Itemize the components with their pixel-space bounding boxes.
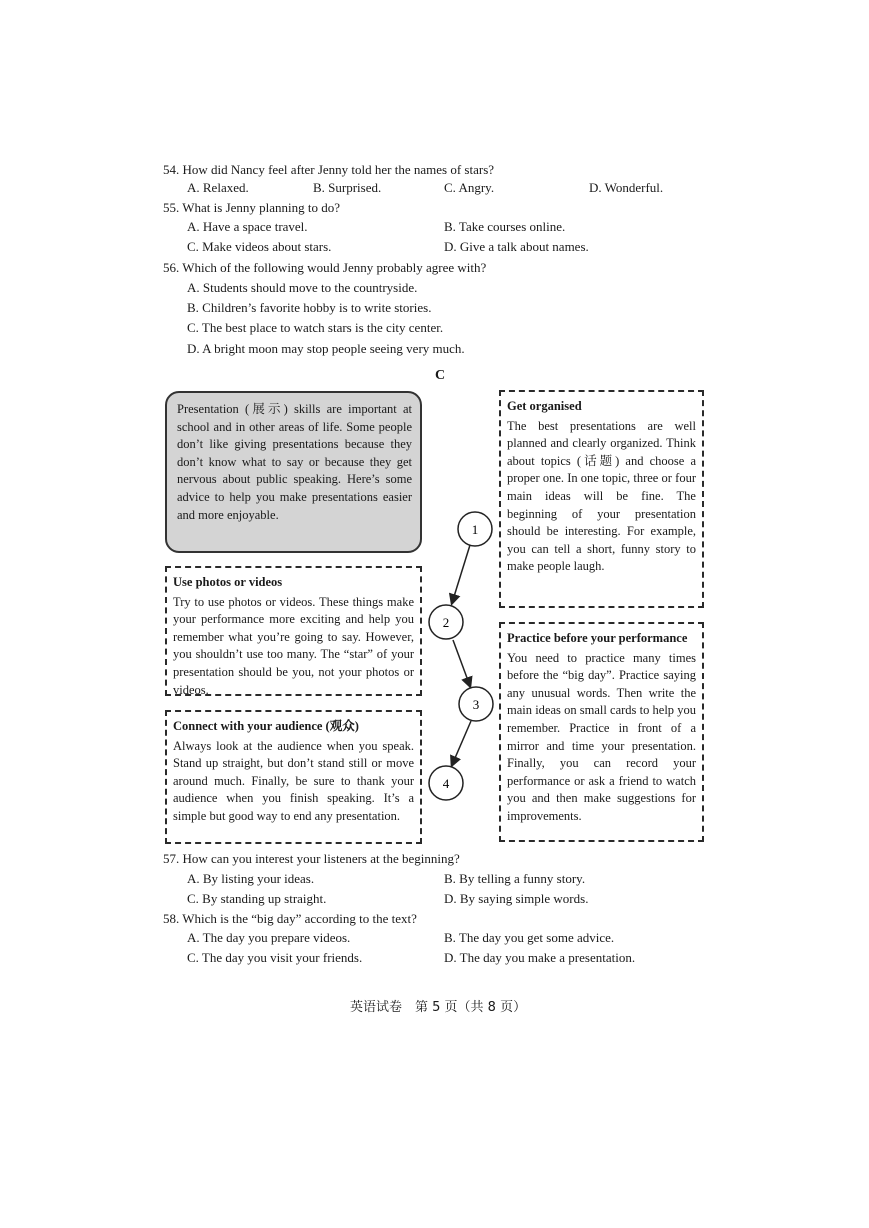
q55-option-c: C. Make videos about stars. [187,239,332,254]
use-photos-title: Use photos or videos [173,575,283,589]
arrow-2-to-3 [453,640,470,686]
connect-title: Connect with your audience (观众) [173,719,359,733]
practice-box [499,622,704,842]
question-56-stem: 56. Which of the following would Jenny probably agree with? [163,260,487,275]
q57-option-d: D. By saying simple words. [444,891,589,906]
q57-option-c: C. By standing up straight. [187,891,327,906]
q55-option-d: D. Give a talk about names. [444,239,589,254]
connect-text: Always look at the audience when you speak. Stand up straight, but don’t stand still or move around much. Finally, be sure to thank your audience when you finish speaking. It’s a simple but good way to end any presentation. [173,738,414,823]
q56-option-d: D. A bright moon may stop people seeing very much. [187,341,465,356]
q54-option-c: C. Angry. [444,180,495,195]
step-number-2: 2 [442,615,450,630]
q58-option-c: C. The day you visit your friends. [187,950,363,965]
arrow-1-to-2 [452,545,470,603]
step-number-3: 3 [472,697,480,712]
q55-option-a: A. Have a space travel. [187,219,308,234]
q54-option-d: D. Wonderful. [589,180,664,195]
intro-text: Presentation (展示) skills are important at school and in other areas of life. Some people don’t like giving presentations because they don’t know what to say or because they get nervous about public speaking. Here’s some advice to help you make presentations easier and more enjoyable. [177,402,412,522]
get-organised-text: The best presentations are well planned and clearly organized. Think about topics (话题) and choose a proper one. In one topic, three or four main ideas will be fine. The beginning of your presentation should be interesting. For example, you can tell a short, funny story to make people laugh. [507,418,696,574]
get-organised-box [499,390,704,608]
q58-option-d: D. The day you make a presentation. [444,950,636,965]
q54-option-a: A. Relaxed. [187,180,249,195]
connect-box [165,710,422,844]
page-footer: 英语试卷 第 5 页（共 8 页） [350,1000,527,1015]
get-organised-title: Get organised [507,399,582,413]
q58-option-a: A. The day you prepare videos. [187,930,351,945]
intro-box [165,391,422,553]
step-number-4: 4 [442,776,450,791]
question-57-stem: 57. How can you interest your listeners at the beginning? [163,851,460,866]
step-number-1: 1 [471,522,479,537]
q56-option-a: A. Students should move to the countryside. [187,280,418,295]
q54-option-b: B. Surprised. [313,180,382,195]
q57-option-b: B. By telling a funny story. [444,871,586,886]
q57-option-a: A. By listing your ideas. [187,871,315,886]
q58-option-b: B. The day you get some advice. [444,930,615,945]
q56-option-b: B. Children’s favorite hobby is to write stories. [187,300,432,315]
q55-option-b: B. Take courses online. [444,219,566,234]
use-photos-box [165,566,422,696]
question-55-stem: 55. What is Jenny planning to do? [163,200,341,215]
question-54-stem: 54. How did Nancy feel after Jenny told her the names of stars? [163,162,495,177]
use-photos-text: Try to use photos or videos. These things make your performance more exciting and help you remember what you’re going to say. However, you shouldn’t use too many. The “star” of your presentation should be you, not your photos or videos. [173,594,414,697]
arrow-3-to-4 [452,721,471,765]
q56-option-c: C. The best place to watch stars is the city center. [187,320,444,335]
section-letter: C [435,368,446,383]
question-58-stem: 58. Which is the “big day” according to the text? [163,911,417,926]
practice-title: Practice before your performance [507,631,688,645]
practice-text: You need to practice many times before the “big day”. Practice saying any unusual words. Then write the main ideas on small cards to help you remember. Practice in front of a mirror and time your presentation. Finally, you can record your performance or ask a friend to watch you and then make suggestions for improvements. [507,650,696,823]
